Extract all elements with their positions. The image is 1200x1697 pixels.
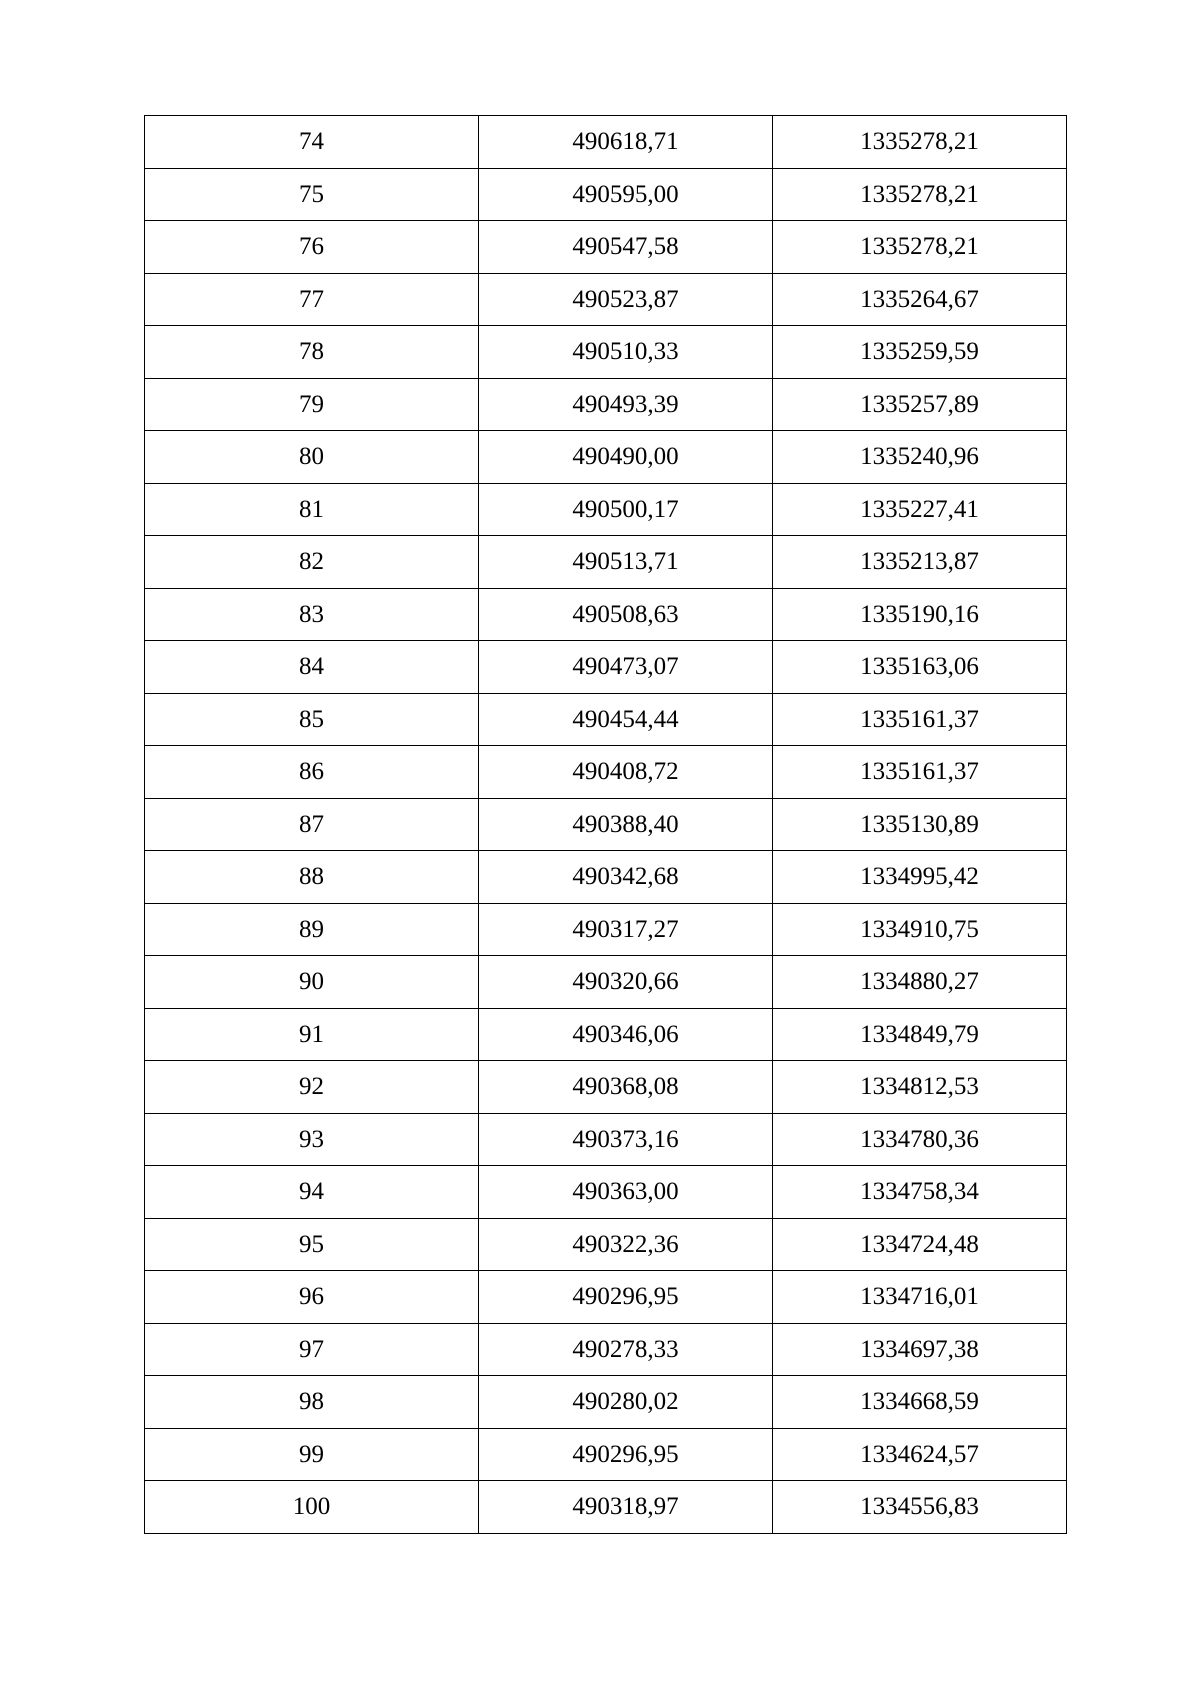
- point-number-cell: 84: [145, 641, 479, 694]
- table-row: [145, 1428, 1067, 1481]
- x-coordinate-cell: 490296,95: [479, 1271, 773, 1324]
- table-row: [145, 1376, 1067, 1429]
- x-coordinate-cell: 490373,16: [479, 1113, 773, 1166]
- point-number-cell: 90: [145, 956, 479, 1009]
- x-coordinate-cell: 490346,06: [479, 1008, 773, 1061]
- table-row: [145, 746, 1067, 799]
- y-coordinate-cell: 1335161,37: [773, 746, 1067, 799]
- y-coordinate-cell: 1334758,34: [773, 1166, 1067, 1219]
- x-coordinate-cell: 490490,00: [479, 431, 773, 484]
- y-coordinate-cell: 1334910,75: [773, 903, 1067, 956]
- point-number-cell: 93: [145, 1113, 479, 1166]
- point-number-cell: 100: [145, 1481, 479, 1534]
- y-coordinate-cell: 1335130,89: [773, 798, 1067, 851]
- x-coordinate-cell: 490322,36: [479, 1218, 773, 1271]
- x-coordinate-cell: 490618,71: [479, 116, 773, 169]
- table-row: [145, 1166, 1067, 1219]
- point-number-cell: 98: [145, 1376, 479, 1429]
- y-coordinate-cell: 1334624,57: [773, 1428, 1067, 1481]
- point-number-cell: 96: [145, 1271, 479, 1324]
- point-number-cell: 88: [145, 851, 479, 904]
- y-coordinate-cell: 1334812,53: [773, 1061, 1067, 1114]
- table-row: [145, 431, 1067, 484]
- x-coordinate-cell: 490513,71: [479, 536, 773, 589]
- x-coordinate-cell: 490408,72: [479, 746, 773, 799]
- point-number-cell: 81: [145, 483, 479, 536]
- point-number-cell: 92: [145, 1061, 479, 1114]
- x-coordinate-cell: 490508,63: [479, 588, 773, 641]
- y-coordinate-cell: 1334668,59: [773, 1376, 1067, 1429]
- table-row: [145, 116, 1067, 169]
- x-coordinate-cell: 490454,44: [479, 693, 773, 746]
- table-row: [145, 1323, 1067, 1376]
- table-row: [145, 851, 1067, 904]
- table-row: [145, 326, 1067, 379]
- point-number-cell: 87: [145, 798, 479, 851]
- x-coordinate-cell: 490547,58: [479, 221, 773, 274]
- x-coordinate-cell: 490523,87: [479, 273, 773, 326]
- x-coordinate-cell: 490280,02: [479, 1376, 773, 1429]
- point-number-cell: 74: [145, 116, 479, 169]
- point-number-cell: 83: [145, 588, 479, 641]
- point-number-cell: 95: [145, 1218, 479, 1271]
- point-number-cell: 85: [145, 693, 479, 746]
- y-coordinate-cell: 1334724,48: [773, 1218, 1067, 1271]
- x-coordinate-cell: 490368,08: [479, 1061, 773, 1114]
- table-row: [145, 956, 1067, 1009]
- y-coordinate-cell: 1335278,21: [773, 221, 1067, 274]
- table-row: [145, 1113, 1067, 1166]
- y-coordinate-cell: 1335190,16: [773, 588, 1067, 641]
- x-coordinate-cell: 490595,00: [479, 168, 773, 221]
- x-coordinate-cell: 490363,00: [479, 1166, 773, 1219]
- y-coordinate-cell: 1335161,37: [773, 693, 1067, 746]
- table-row: [145, 1061, 1067, 1114]
- point-number-cell: 75: [145, 168, 479, 221]
- y-coordinate-cell: 1335213,87: [773, 536, 1067, 589]
- point-number-cell: 80: [145, 431, 479, 484]
- x-coordinate-cell: 490342,68: [479, 851, 773, 904]
- y-coordinate-cell: 1334556,83: [773, 1481, 1067, 1534]
- y-coordinate-cell: 1334995,42: [773, 851, 1067, 904]
- y-coordinate-cell: 1335240,96: [773, 431, 1067, 484]
- x-coordinate-cell: 490278,33: [479, 1323, 773, 1376]
- point-number-cell: 78: [145, 326, 479, 379]
- x-coordinate-cell: 490296,95: [479, 1428, 773, 1481]
- table-row: [145, 798, 1067, 851]
- y-coordinate-cell: 1334697,38: [773, 1323, 1067, 1376]
- x-coordinate-cell: 490388,40: [479, 798, 773, 851]
- point-number-cell: 82: [145, 536, 479, 589]
- y-coordinate-cell: 1334880,27: [773, 956, 1067, 1009]
- y-coordinate-cell: 1335264,67: [773, 273, 1067, 326]
- coordinates-table: [144, 115, 1067, 1534]
- x-coordinate-cell: 490317,27: [479, 903, 773, 956]
- x-coordinate-cell: 490500,17: [479, 483, 773, 536]
- table-row: [145, 1481, 1067, 1534]
- x-coordinate-cell: 490320,66: [479, 956, 773, 1009]
- y-coordinate-cell: 1335278,21: [773, 168, 1067, 221]
- point-number-cell: 91: [145, 1008, 479, 1061]
- x-coordinate-cell: 490473,07: [479, 641, 773, 694]
- x-coordinate-cell: 490493,39: [479, 378, 773, 431]
- point-number-cell: 99: [145, 1428, 479, 1481]
- y-coordinate-cell: 1334780,36: [773, 1113, 1067, 1166]
- point-number-cell: 94: [145, 1166, 479, 1219]
- y-coordinate-cell: 1335259,59: [773, 326, 1067, 379]
- point-number-cell: 86: [145, 746, 479, 799]
- table-row: [145, 483, 1067, 536]
- table-row: [145, 536, 1067, 589]
- table-row: [145, 378, 1067, 431]
- table-row: [145, 1218, 1067, 1271]
- point-number-cell: 76: [145, 221, 479, 274]
- table-row: [145, 588, 1067, 641]
- y-coordinate-cell: 1335257,89: [773, 378, 1067, 431]
- table-row: [145, 693, 1067, 746]
- table-row: [145, 273, 1067, 326]
- table-row: [145, 903, 1067, 956]
- table-row: [145, 641, 1067, 694]
- point-number-cell: 89: [145, 903, 479, 956]
- y-coordinate-cell: 1334849,79: [773, 1008, 1067, 1061]
- point-number-cell: 79: [145, 378, 479, 431]
- x-coordinate-cell: 490510,33: [479, 326, 773, 379]
- y-coordinate-cell: 1335163,06: [773, 641, 1067, 694]
- coordinates-table-body: [145, 116, 1067, 1534]
- y-coordinate-cell: 1334716,01: [773, 1271, 1067, 1324]
- point-number-cell: 97: [145, 1323, 479, 1376]
- table-row: [145, 221, 1067, 274]
- table-row: [145, 168, 1067, 221]
- y-coordinate-cell: 1335227,41: [773, 483, 1067, 536]
- table-row: [145, 1008, 1067, 1061]
- table-row: [145, 1271, 1067, 1324]
- point-number-cell: 77: [145, 273, 479, 326]
- x-coordinate-cell: 490318,97: [479, 1481, 773, 1534]
- y-coordinate-cell: 1335278,21: [773, 116, 1067, 169]
